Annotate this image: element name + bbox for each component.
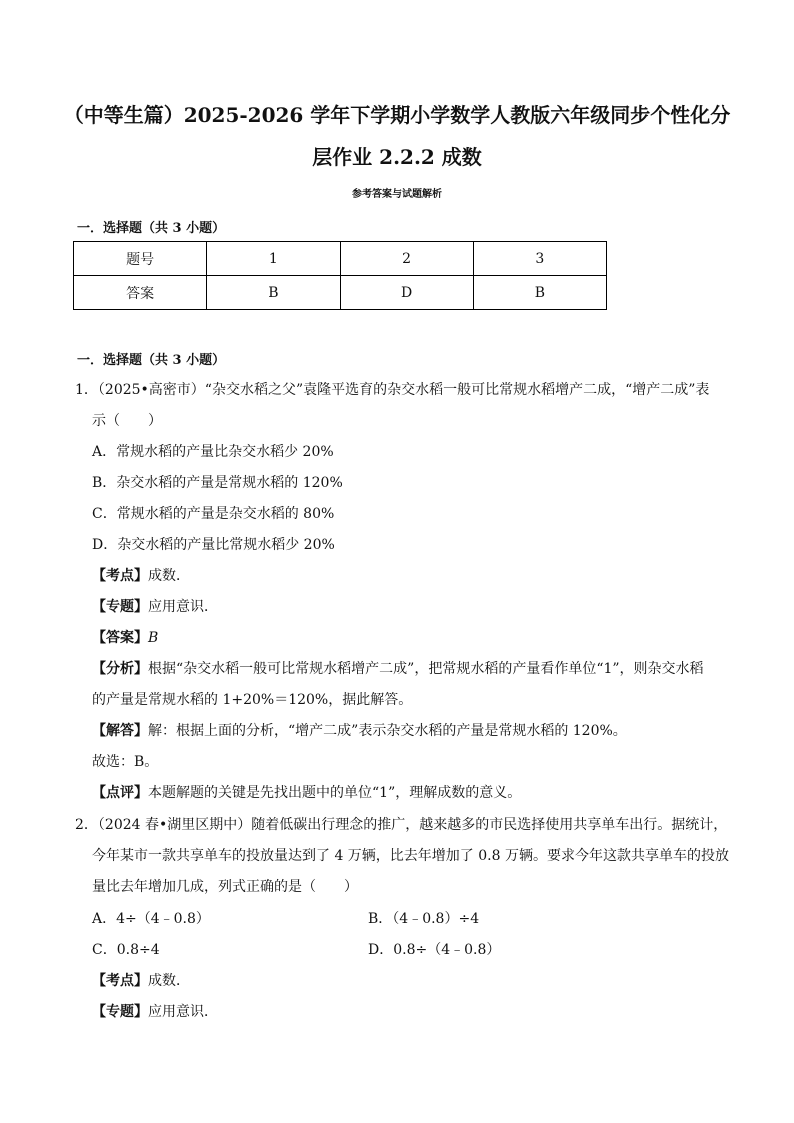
page-title-line2: 层作业 2.2.2 成数 (312, 145, 482, 169)
answer-table (73, 241, 607, 310)
table-cell: D (340, 276, 473, 310)
kaodian-tag: 【考点】 (92, 568, 148, 584)
q1-fenxi-line1 (92, 659, 704, 679)
section-heading-questions: 一．选择题（共 3 小题） (77, 353, 226, 368)
fenxi-tag: 【分析】 (92, 661, 148, 677)
daan-tag: 【答案】 (92, 630, 148, 646)
zhuanti-tag: 【专题】 (92, 599, 148, 615)
q1-stem-line2: 示（ ） (92, 413, 162, 429)
q1-fenxi-line2: 的产量是常规水稻的 1+20%＝120%，据此解答。 (92, 692, 413, 708)
q1-option-c: C．常规水稻的产量是杂交水稻的 80% (92, 506, 335, 522)
q1-daan (92, 628, 158, 648)
q2-option-d: D．0.8÷（4﹣0.8） (368, 942, 501, 958)
dianping-text: 本题解题的关键是先找出题中的单位“1”，理解成数的意义。 (148, 785, 522, 801)
q2-option-b: B．（4﹣0.8）÷4 (368, 911, 480, 927)
q1-kaodian (92, 566, 190, 586)
page-subtitle: 参考答案与试题解析 (352, 189, 442, 200)
q1-option-a: A．常规水稻的产量比杂交水稻少 20% (92, 444, 334, 460)
table-cell: B (473, 276, 606, 310)
q1-zhuanti (92, 597, 218, 617)
zhuanti-tag: 【专题】 (92, 1004, 148, 1020)
table-cell: 3 (473, 242, 606, 276)
kaodian-text: 成数． (148, 973, 190, 989)
q1-dianping (92, 783, 521, 803)
table-header-answer: 答案 (74, 276, 207, 310)
table-header-question-number: 题号 (74, 242, 207, 276)
q2-stem-line3: 量比去年增加几成，列式正确的是（ ） (92, 879, 358, 895)
q1-option-d: D．杂交水稻的产量比常规水稻少 20% (92, 537, 335, 553)
q2-option-c: C．0.8÷4 (92, 942, 160, 958)
section-heading-answers: 一．选择题（共 3 小题） (77, 221, 226, 236)
kaodian-text: 成数． (148, 568, 190, 584)
page-title-line1: （中等生篇）2025-2026 学年下学期小学数学人教版六年级同步个性化分 (63, 103, 731, 127)
jieda-tag: 【解答】 (92, 723, 148, 739)
kaodian-tag: 【考点】 (92, 973, 148, 989)
zhuanti-text: 应用意识． (148, 599, 218, 615)
q2-option-a: A．4÷（4﹣0.8） (92, 911, 210, 927)
table-row (74, 242, 607, 276)
table-cell: 1 (207, 242, 340, 276)
table-cell: B (207, 276, 340, 310)
jieda-text: 解：根据上面的分析，“增产二成”表示杂交水稻的产量是常规水稻的 120%。 (148, 723, 627, 739)
q1-stem-line1: 1．（2025•高密市）“杂交水稻之父”袁隆平选育的杂交水稻一般可比常规水稻增产二成，“增产二成”表 (75, 382, 710, 398)
dianping-tag: 【点评】 (92, 785, 148, 801)
q1-option-b: B．杂交水稻的产量是常规水稻的 120% (92, 475, 343, 491)
fenxi-text: 根据“杂交水稻一般可比常规水稻增产二成”，把常规水稻的产量看作单位“1”，则杂交水稻 (148, 661, 704, 677)
table-cell: 2 (340, 242, 473, 276)
daan-text: B (148, 630, 159, 646)
table-row (74, 276, 607, 310)
q1-jieda (92, 721, 627, 741)
q2-zhuanti (92, 1002, 218, 1022)
q2-stem-line2: 今年某市一款共享单车的投放量达到了 4 万辆，比去年增加了 0.8 万辆。要求今年这款共享单车的投放 (92, 848, 729, 864)
q1-choice: 故选：B。 (92, 754, 159, 770)
q2-kaodian (92, 971, 190, 991)
zhuanti-text: 应用意识． (148, 1004, 218, 1020)
q2-stem-line1: 2．（2024 春•湖里区期中）随着低碳出行理念的推广，越来越多的市民选择使用共享单车出行。据统计， (75, 817, 728, 833)
